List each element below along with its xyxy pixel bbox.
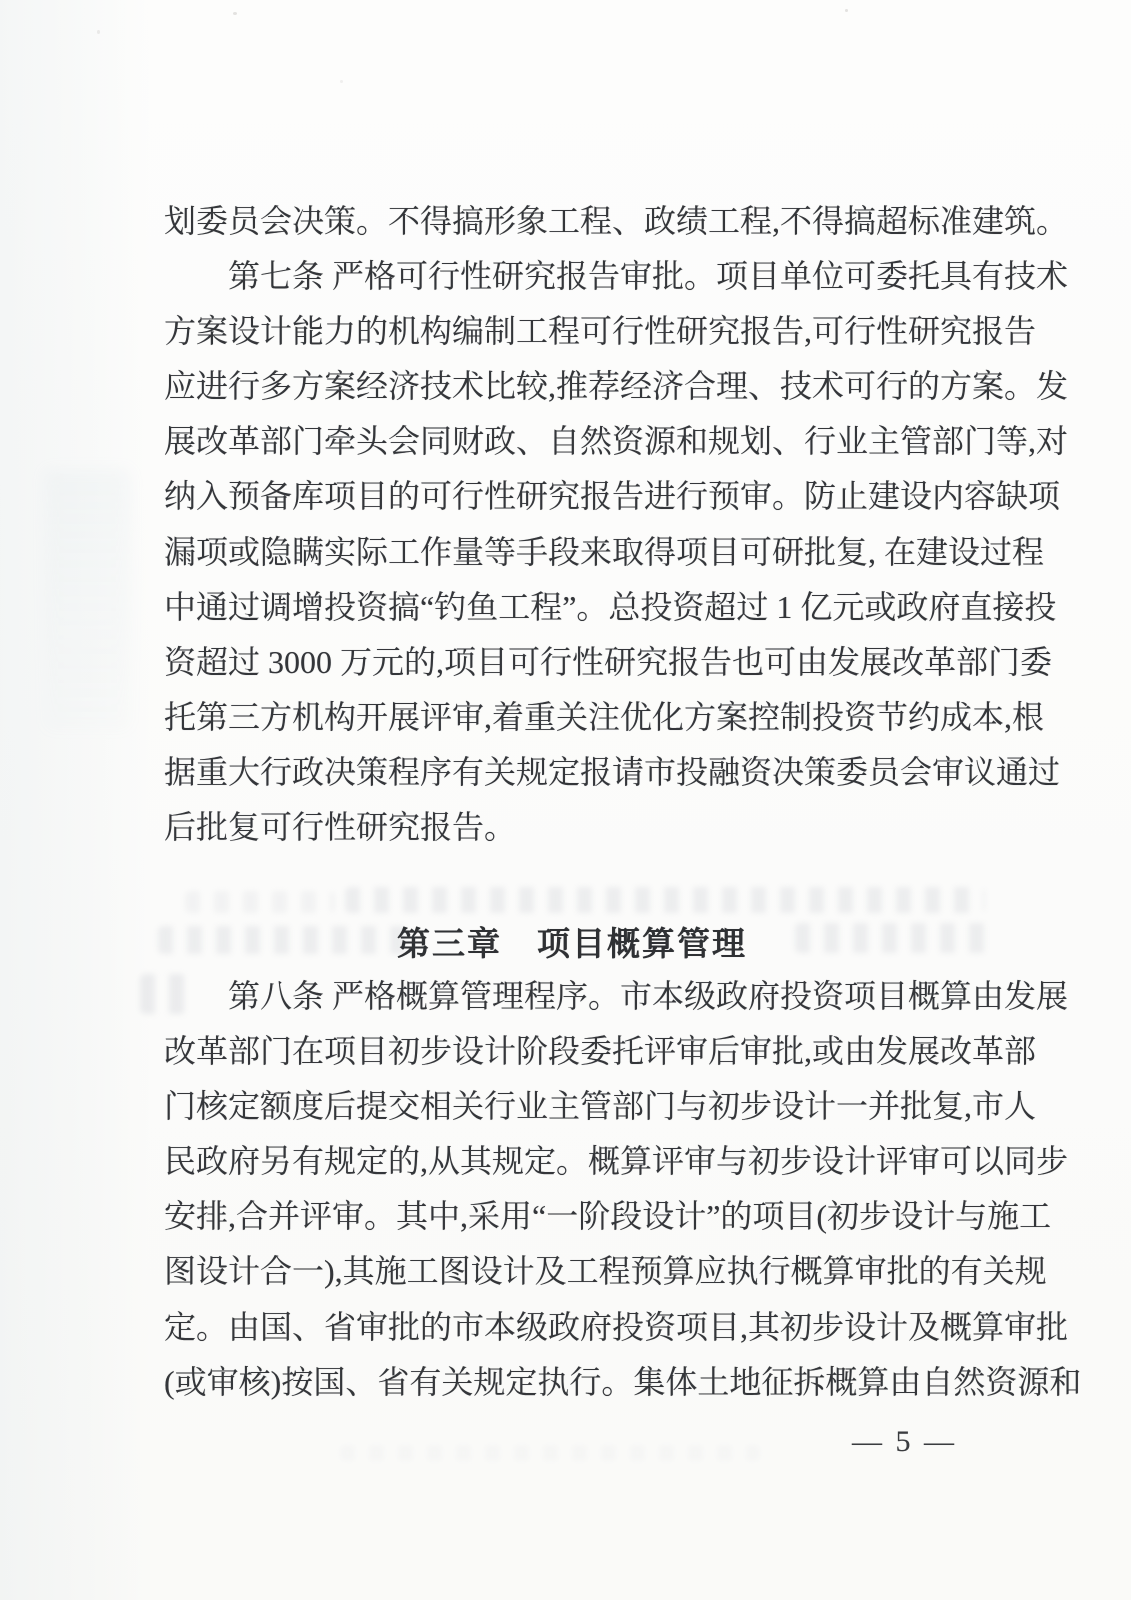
article-8-first-line: 第八条 严格概算管理程序。市本级政府投资项目概算由发展 xyxy=(228,978,1069,1014)
scan-speck xyxy=(97,30,100,34)
body-line: 据重大行政决策程序有关规定报请市投融资决策委员会审议通过 xyxy=(164,753,1061,790)
body-line: 划委员会决策。不得搞形象工程、政绩工程,不得搞超标准建筑。 xyxy=(164,203,1069,239)
body-line: 定。由国、省审批的市本级政府投资项目,其初步设计及概算审批 xyxy=(164,1308,1069,1345)
body-line: 方案设计能力的机构编制工程可行性研究报告,可行性研究报告 xyxy=(164,313,1037,350)
page-number: — 5 — xyxy=(852,1425,957,1458)
body-line: 民政府另有规定的,从其规定。概算评审与初步设计评审可以同步 xyxy=(164,1143,1069,1180)
body-line: 纳入预备库项目的可行性研究报告进行预审。防止建设内容缺项 xyxy=(164,478,1061,515)
body-line: 漏项或隐瞒实际工作量等手段来取得项目可研批复, 在建设过程 xyxy=(164,533,1045,570)
scan-speck xyxy=(233,12,237,15)
body-text-block-bottom xyxy=(164,969,1082,1410)
body-text-block-top xyxy=(164,194,1069,855)
body-line: 资超过 3000 万元的,项目可行性研究报告也可由发展改革部门委 xyxy=(164,643,1053,680)
article-7-first-line: 第七条 严格可行性研究报告审批。项目单位可委托具有技术 xyxy=(228,258,1069,295)
chapter-heading: 第三章 项目概算管理 xyxy=(397,924,747,963)
body-line: 后批复可行性研究报告。 xyxy=(164,809,517,846)
body-line: 展改革部门牵头会同财政、自然资源和规划、行业主管部门等,对 xyxy=(164,423,1069,460)
bleed-through-smudge xyxy=(340,1445,760,1461)
body-line: 托第三方机构开展评审,着重关注优化方案控制投资节约成本,根 xyxy=(164,698,1045,735)
bleed-through-smudge xyxy=(345,887,985,913)
body-line: (或审核)按国、省有关规定执行。集体土地征拆概算由自然资源和 xyxy=(164,1363,1082,1400)
body-line: 门核定额度后提交相关行业主管部门与初步设计一并批复,市人 xyxy=(164,1088,1037,1125)
bleed-through-smudge xyxy=(185,891,335,913)
body-line: 中通过调增投资搞“钓鱼工程”。总投资超过 1 亿元或政府直接投 xyxy=(164,588,1057,625)
scan-speck xyxy=(340,80,343,83)
scan-speck xyxy=(845,9,848,12)
body-line: 应进行多方案经济技术比较,推荐经济合理、技术可行的方案。发 xyxy=(164,368,1069,405)
bleed-through-smudge xyxy=(45,470,130,730)
body-line: 安排,合并评审。其中,采用“一阶段设计”的项目(初步设计与施工 xyxy=(164,1198,1052,1235)
body-line: 改革部门在项目初步设计阶段委托评审后审批,或由发展改革部 xyxy=(164,1033,1037,1070)
body-line: 图设计合一),其施工图设计及工程预算应执行概算审批的有关规 xyxy=(164,1253,1047,1290)
